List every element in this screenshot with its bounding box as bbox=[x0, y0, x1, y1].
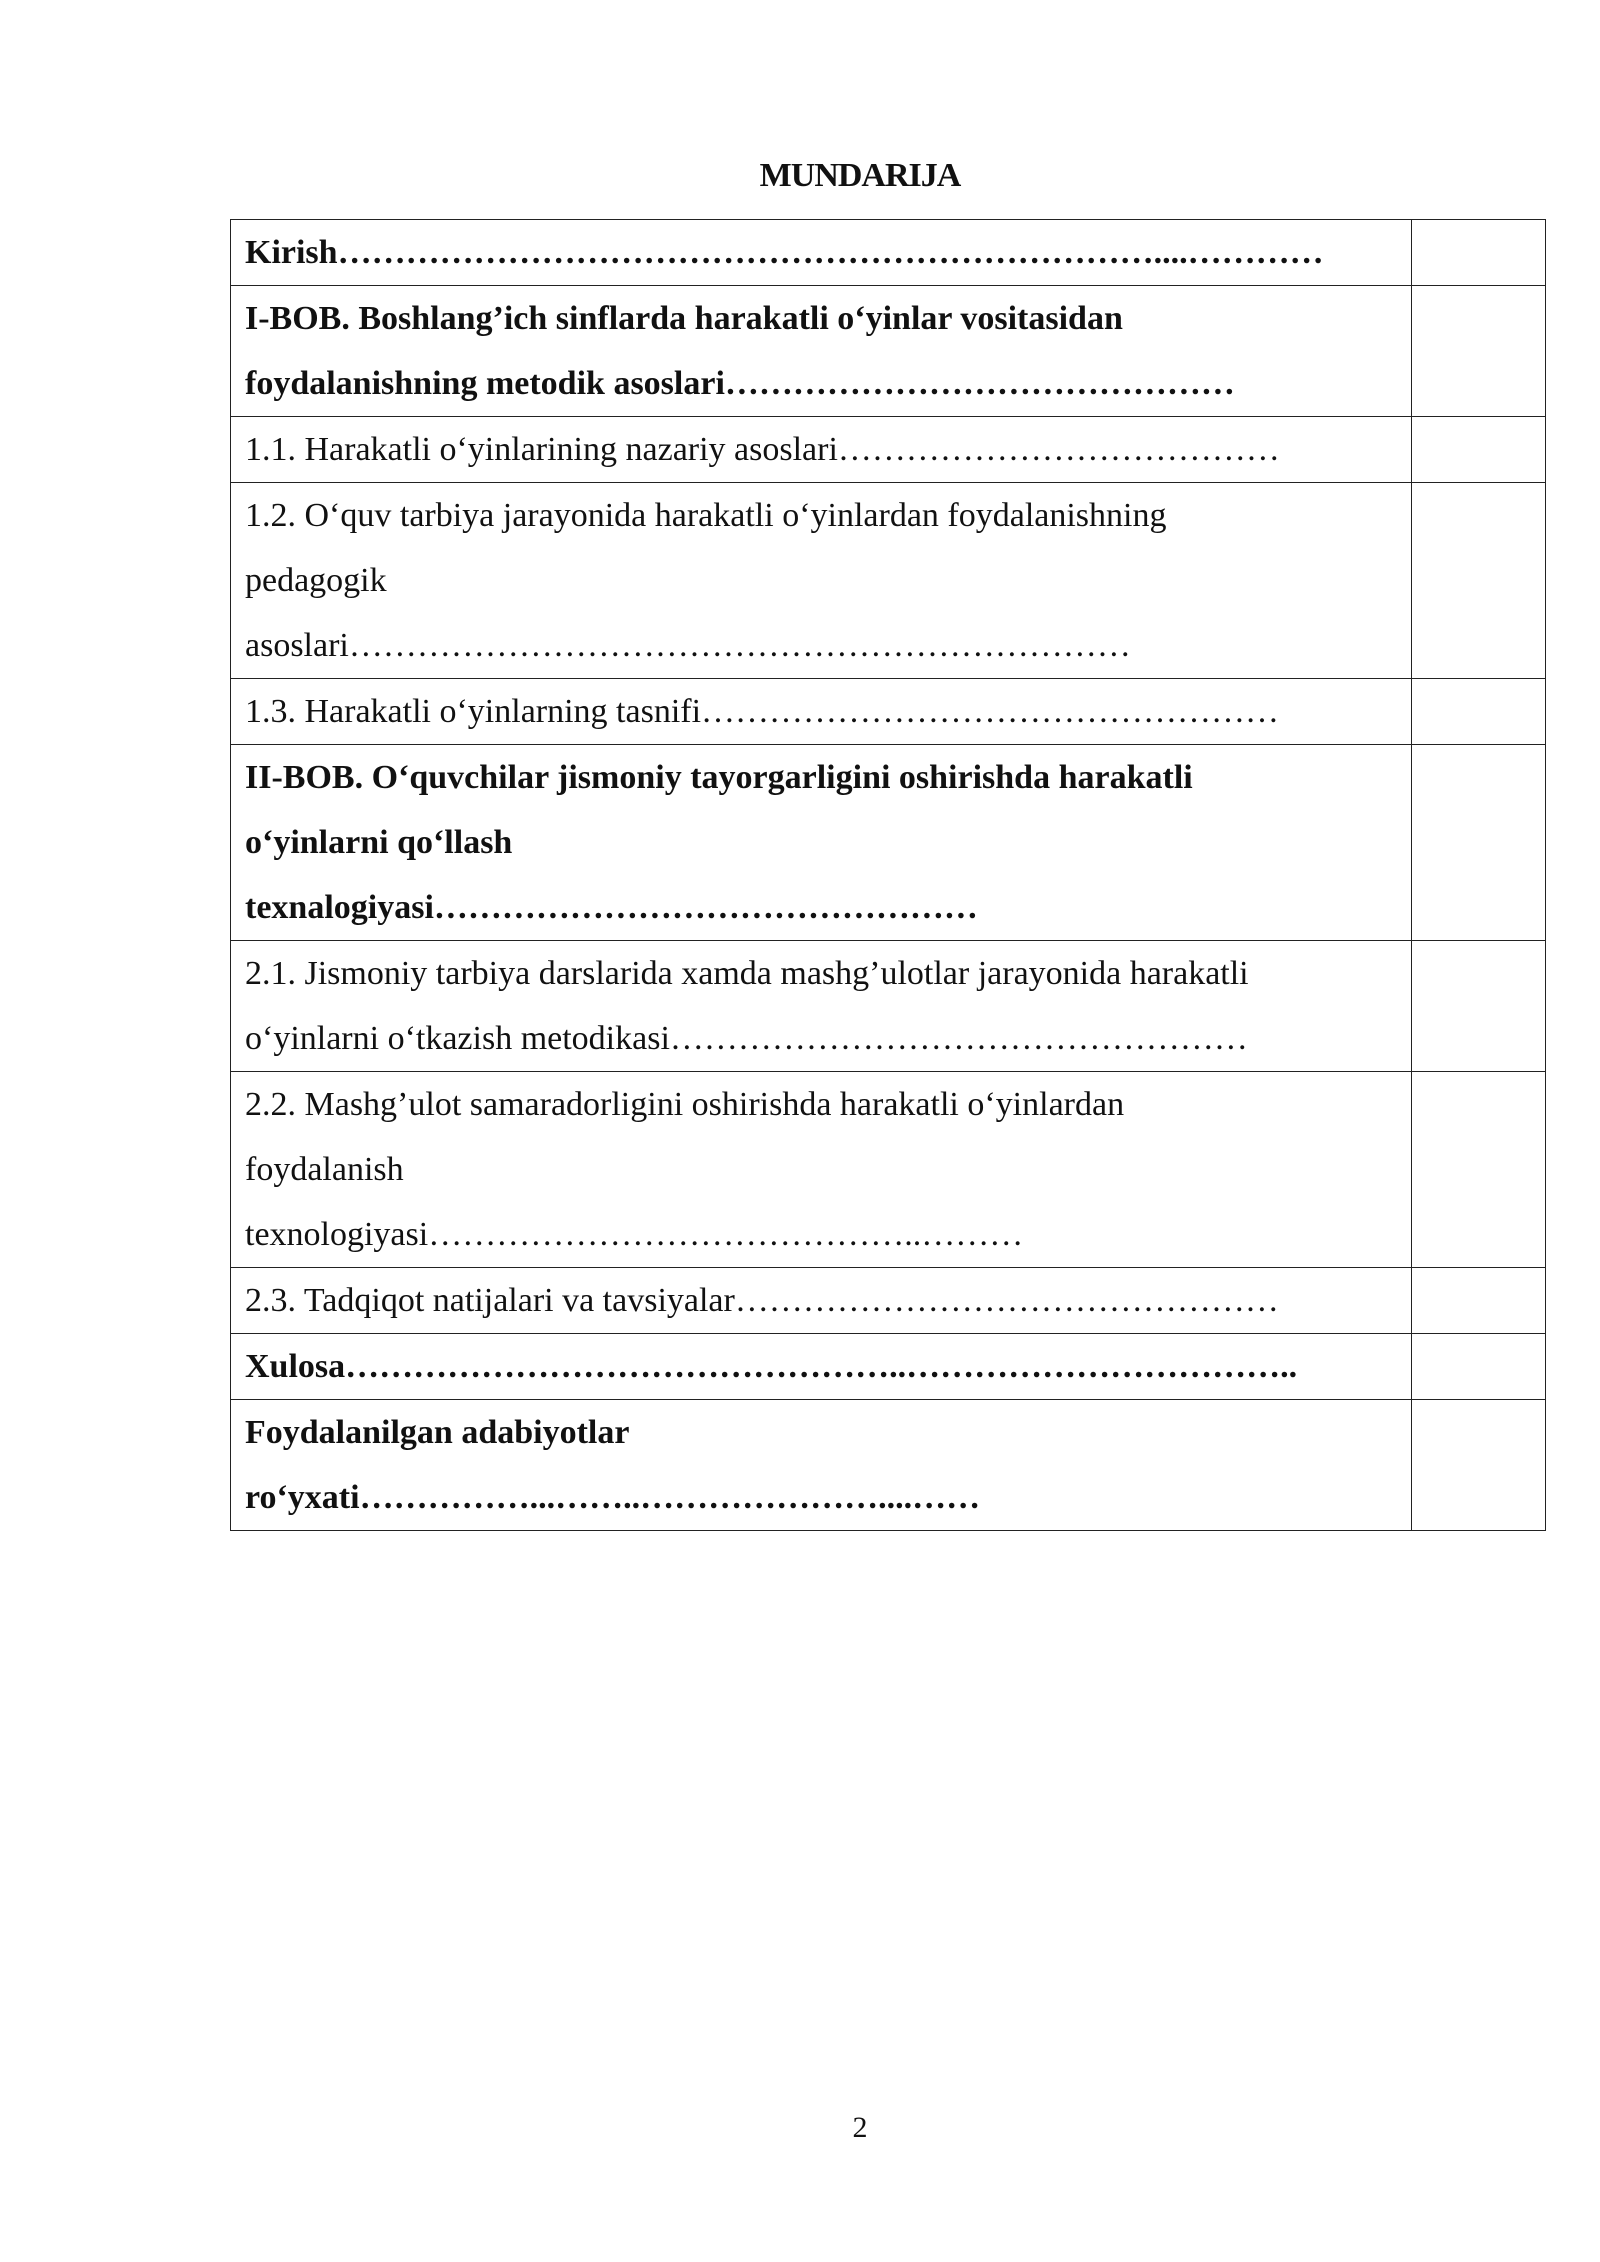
toc-row-xulosa bbox=[231, 1334, 1546, 1400]
toc-entry: 2.2. Mashg’ulot samaradorligini oshirishda harakatli o‘yinlardan foydalanish texnologiyasi……………………………………..……… bbox=[231, 1072, 1412, 1268]
toc-row-2-2 bbox=[231, 1072, 1546, 1268]
toc-page-cell bbox=[1412, 679, 1546, 745]
toc-page-cell bbox=[1412, 745, 1546, 941]
toc-page-cell bbox=[1412, 1400, 1546, 1531]
toc-entry: I-BOB. Boshlang’ich sinflarda harakatli o‘yinlar vositasidan foydalanishning metodik asoslari……………………………………… bbox=[231, 286, 1412, 417]
toc-entry: Kirish………………………………………………………………....………… bbox=[231, 220, 1412, 286]
toc-page-cell bbox=[1412, 220, 1546, 286]
toc-entry: Xulosa…………………………………………..…………………………….. bbox=[231, 1334, 1412, 1400]
toc-row-1-3 bbox=[231, 679, 1546, 745]
toc-row-2-3 bbox=[231, 1268, 1546, 1334]
toc-entry: Foydalanilgan adabiyotlar ro‘yxati……………...……..…………………....…… bbox=[231, 1400, 1412, 1531]
toc-entry: 2.3. Tadqiqot natijalari va tavsiyalar………………………………………… bbox=[231, 1268, 1412, 1334]
page-title: MUNDARIJA bbox=[759, 157, 961, 194]
page-number: 2 bbox=[852, 2111, 868, 2144]
toc-page-cell bbox=[1412, 483, 1546, 679]
toc-entry: 2.1. Jismoniy tarbiya darslarida xamda mashg’ulotlar jarayonida harakatli o‘yinlarni o‘tkazish metodikasi…………………………………………… bbox=[231, 941, 1412, 1072]
toc-row-1-2 bbox=[231, 483, 1546, 679]
toc-entry: 1.2. O‘quv tarbiya jarayonida harakatli o‘yinlardan foydalanishning pedagogik asoslari…………………………………………………………… bbox=[231, 483, 1412, 679]
table-of-contents bbox=[230, 219, 1546, 1531]
toc-page-cell bbox=[1412, 1334, 1546, 1400]
toc-page-cell bbox=[1412, 417, 1546, 483]
toc-entry: 1.3. Harakatli o‘yinlarning tasnifi…………………………………………… bbox=[231, 679, 1412, 745]
toc-page-cell bbox=[1412, 286, 1546, 417]
toc-page-cell bbox=[1412, 1268, 1546, 1334]
toc-row-kirish bbox=[231, 220, 1546, 286]
toc-row-chapter-1 bbox=[231, 286, 1546, 417]
toc-row-references bbox=[231, 1400, 1546, 1531]
toc-row-2-1 bbox=[231, 941, 1546, 1072]
toc-entry: II-BOB. O‘quvchilar jismoniy tayorgarligini oshirishda harakatli o‘yinlarni qo‘llash texnalogiyasi………………………………………… bbox=[231, 745, 1412, 941]
toc-row-1-1 bbox=[231, 417, 1546, 483]
toc-page-cell bbox=[1412, 941, 1546, 1072]
toc-page-cell bbox=[1412, 1072, 1546, 1268]
toc-row-chapter-2 bbox=[231, 745, 1546, 941]
toc-entry: 1.1. Harakatli o‘yinlarining nazariy asoslari………………………………… bbox=[231, 417, 1412, 483]
